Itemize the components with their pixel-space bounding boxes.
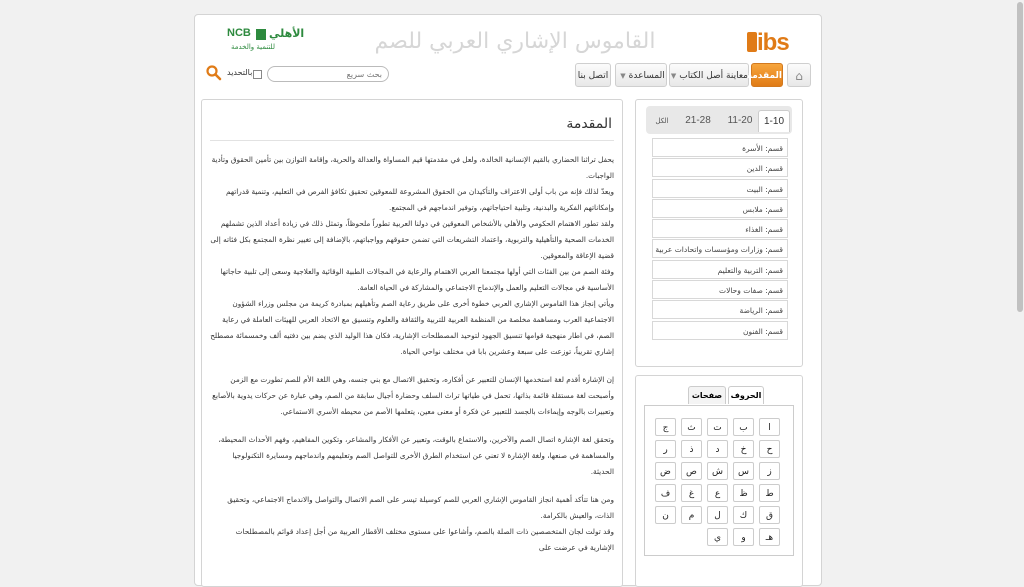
category-item[interactable]: قسم: البيت bbox=[652, 179, 788, 198]
category-item[interactable]: قسم: الغذاء bbox=[652, 219, 788, 238]
category-item[interactable]: قسم: ملابس bbox=[652, 199, 788, 218]
paragraph: وفئة الصم من بين الفئات التي أولها مجتمعنا العربي الاهتمام والرعاية في المجالات الطبية الوقائية والعلاجية وسعى إلى تلبية حاجاتها الأساسية في مجالات التعليم والعمل والإندماج الاجتماعي والمشاركة في الحياة العامة. bbox=[220, 267, 614, 292]
search-area bbox=[205, 64, 395, 86]
paragraph: ولقد تطور الاهتمام الحكومي والأهلي بالأشخاص المعوقين في دولنا العربية تطوراً ملحوظاً، وتمثل ذلك في زيادة أعداد الذين تشملهم الخدمات الصحية والتأهيلية والتربوية، واعتماد التشريعات التي تضمن حقوقهم وواجباتهم، بالإضافة إلى تغيير نظرة المجتمع بكل فئاته إلى قضية الإعاقة والمعوقين. bbox=[210, 219, 614, 260]
ncb-logo-ar: الأهلي bbox=[269, 27, 305, 40]
category-item[interactable]: قسم: الدين bbox=[652, 158, 788, 177]
bank-icon bbox=[256, 29, 266, 40]
paragraph: ويعدّ لذلك فإنه من باب أولى الاعتراف والتأكيدان من الحقوق المشروعة للمعوقين تحقيق تكافؤ الفرص في التعليم، وتنمية قدراتهم وإمكاناتهم الفكرية والبدنية، وتلبية احتياجاتهم، وتوفير اندماجهم في المجتمع. bbox=[226, 187, 614, 212]
paragraph: يحفل تراثنا الحضاري بالقيم الإنسانية الخالدة، ولعل في مقدمتها قيم المساواة والعدالة والحرية، وإقامة التوازن بين تأمين الحقوق وتأدية الواجبات. bbox=[211, 155, 614, 180]
letter-button[interactable]: ف bbox=[655, 484, 676, 502]
letter-button[interactable]: هـ bbox=[759, 528, 780, 546]
letter-button[interactable]: ث bbox=[681, 418, 702, 436]
letter-button[interactable]: ظ bbox=[733, 484, 754, 502]
letter-button[interactable]: د bbox=[707, 440, 728, 458]
letter-button[interactable]: ح bbox=[759, 440, 780, 458]
tab-adjectives[interactable]: صفحات bbox=[688, 386, 726, 404]
home-icon: ⌂ bbox=[795, 69, 803, 83]
nav-home[interactable] bbox=[787, 63, 811, 87]
letter-button[interactable]: ن bbox=[655, 506, 676, 524]
letters-panel bbox=[635, 375, 803, 587]
ibs-logo-text: ibs bbox=[757, 29, 789, 56]
title-divider bbox=[210, 140, 614, 141]
letter-button[interactable]: غ bbox=[681, 484, 702, 502]
category-item[interactable]: قسم: الأسرة bbox=[652, 138, 788, 157]
category-panel bbox=[635, 99, 803, 367]
category-item[interactable]: قسم: التربية والتعليم bbox=[652, 260, 788, 279]
page-scrollbar[interactable] bbox=[1016, 0, 1024, 570]
category-tabs bbox=[646, 106, 792, 134]
scrollbar-thumb[interactable] bbox=[1017, 2, 1023, 312]
letter-button[interactable]: ل bbox=[707, 506, 728, 524]
tab-1-10[interactable]: 1-10 bbox=[758, 110, 790, 132]
letters-box bbox=[644, 405, 794, 556]
nav-book-preview[interactable] bbox=[669, 63, 749, 87]
tab-letters[interactable]: الحروف bbox=[728, 386, 764, 404]
ibs-logo[interactable] bbox=[747, 27, 791, 61]
letter-button[interactable]: ط bbox=[759, 484, 780, 502]
category-list bbox=[652, 138, 788, 341]
letter-button[interactable]: ج bbox=[655, 418, 676, 436]
ncb-logo[interactable] bbox=[227, 27, 307, 57]
category-item[interactable]: قسم: وزارات ومؤسسات واتحادات عربية bbox=[652, 239, 788, 258]
category-item[interactable]: قسم: صفات وحالات bbox=[652, 280, 788, 299]
nav-contact-label: اتصل بنا bbox=[577, 71, 609, 81]
letter-button[interactable]: س bbox=[733, 462, 754, 480]
tab-all[interactable]: الكل bbox=[655, 117, 669, 125]
letter-button[interactable]: م bbox=[681, 506, 702, 524]
tab-21-28[interactable]: 21-28 bbox=[685, 115, 711, 126]
page-frame bbox=[194, 14, 822, 586]
paragraph: ويأتي إنجاز هذا القاموس الإشاري العربي خطوة أخرى على طريق رعاية الصم وتأهيلهم بمبادرة كريمة من مجلس وزراء الشؤون الاجتماعية العرب ومساهمة مخلصة من المنظمة العربية للتربية والثقافة والعلوم وتنسيق مع الاتحاد العربي للهيئات العاملة في رعاية الصم، في اطار منهجية قوامها تنسيق الجهود لتوحيد المصطلحات الإشارية، فكان هذا الوليد الذي يضم بين دفتيه ألف وخمسمائة مصطلح إشاري تقريباً، توزعت على سبعة وعشرين بابا في مختلف نواحي الحياة. bbox=[210, 299, 614, 356]
nav-book-label: معاينة أصل الكتاب bbox=[679, 71, 748, 81]
exact-search-checkbox[interactable] bbox=[253, 70, 262, 79]
category-item[interactable]: قسم: الرياضة bbox=[652, 300, 788, 319]
nav-help[interactable] bbox=[615, 63, 667, 87]
letter-button[interactable]: ذ bbox=[681, 440, 702, 458]
letter-button[interactable]: ت bbox=[707, 418, 728, 436]
page-title: المقدمة bbox=[566, 116, 612, 132]
letter-button[interactable]: و bbox=[733, 528, 754, 546]
paragraph: وقد تولت لجان المتخصصين ذات الصلة بالصم، وأشاعوا على مستوى مختلف الأقطار العربية من أجل إعداد قوائم بالمصطلحات الإشارية في عرضت على bbox=[235, 527, 614, 552]
letter-button[interactable]: ص bbox=[681, 462, 702, 480]
letter-button[interactable]: خ bbox=[733, 440, 754, 458]
letter-button[interactable]: ر bbox=[655, 440, 676, 458]
ncb-logo-sub: للتنمية والخدمة bbox=[231, 43, 275, 51]
letter-button[interactable]: ب bbox=[733, 418, 754, 436]
content-panel bbox=[201, 99, 623, 587]
nav-intro[interactable] bbox=[746, 63, 783, 87]
nav-help-label: المساعدة bbox=[628, 71, 665, 81]
ncb-logo-en: NCB bbox=[227, 27, 251, 39]
letter-button[interactable]: ك bbox=[733, 506, 754, 524]
chevron-down-icon: ▼ bbox=[620, 72, 626, 80]
exact-search-label: بالتحديد bbox=[227, 68, 253, 77]
search-input[interactable] bbox=[267, 66, 389, 82]
intro-body bbox=[210, 152, 614, 556]
tab-11-20[interactable]: 11-20 bbox=[727, 115, 753, 126]
paragraph: وتحقق لغة الإشارة اتصال الصم والآخرين، والاستماع بالوقت، وتعبير عن الأفكار والمشاعر، وتكوين المفاهيم، وفهم الأحداث المحيطة، والمساهمة في صنعها، ولغة الإشارة لا تعني عن استخدام الطرق الأخرى للتواصل الصم وتعليمهم واندماجهم ومسايرة التكنولوجيا الحديثة. bbox=[218, 435, 614, 476]
chevron-down-icon: ▼ bbox=[670, 72, 677, 80]
letter-button[interactable]: ي bbox=[707, 528, 728, 546]
letter-button[interactable]: ا bbox=[759, 418, 780, 436]
site-title: القاموس الإشاري العربي للصم bbox=[374, 29, 656, 54]
nav-intro-label: المقدمة bbox=[746, 71, 782, 81]
category-item[interactable]: قسم: الفنون bbox=[652, 321, 788, 340]
nav-contact[interactable] bbox=[575, 63, 611, 87]
header bbox=[195, 15, 821, 99]
paragraph: ومن هنا تتأكد أهمية انجاز القاموس الإشاري العربي للصم كوسيلة تيسر على الصم الاتصال والتواصل والاندماج الاجتماعي، وتحقيق الذات، والعيش بالكرامة. bbox=[227, 495, 614, 520]
book-icon bbox=[747, 32, 757, 52]
paragraph: إن الإشارة أقدم لغة استخدمها الإنسان للتعبير عن أفكاره، وتحقيق الاتصال مع بني جنسه، وهي اللغة الأم للصم تطورت مع الزمن وأصبحت لغة مستقلة قائمة بذاتها، تحمل في طياتها تراث السلف وحضارة أجيال سابقة من الصم، وهي عبارة عن حركات يدوية بالأصابع وتعبيرات بالوجه وإيماءات بالجسد للتعبير عن فكرة أو معنى معين، يتعلمها الأصم من محيطه الأسري الاستماعي. bbox=[212, 375, 614, 416]
search-icon[interactable] bbox=[205, 64, 223, 82]
letter-button[interactable]: ز bbox=[759, 462, 780, 480]
letter-button[interactable]: ش bbox=[707, 462, 728, 480]
letter-button[interactable]: ق bbox=[759, 506, 780, 524]
letter-button[interactable]: ض bbox=[655, 462, 676, 480]
letter-button[interactable]: ع bbox=[707, 484, 728, 502]
